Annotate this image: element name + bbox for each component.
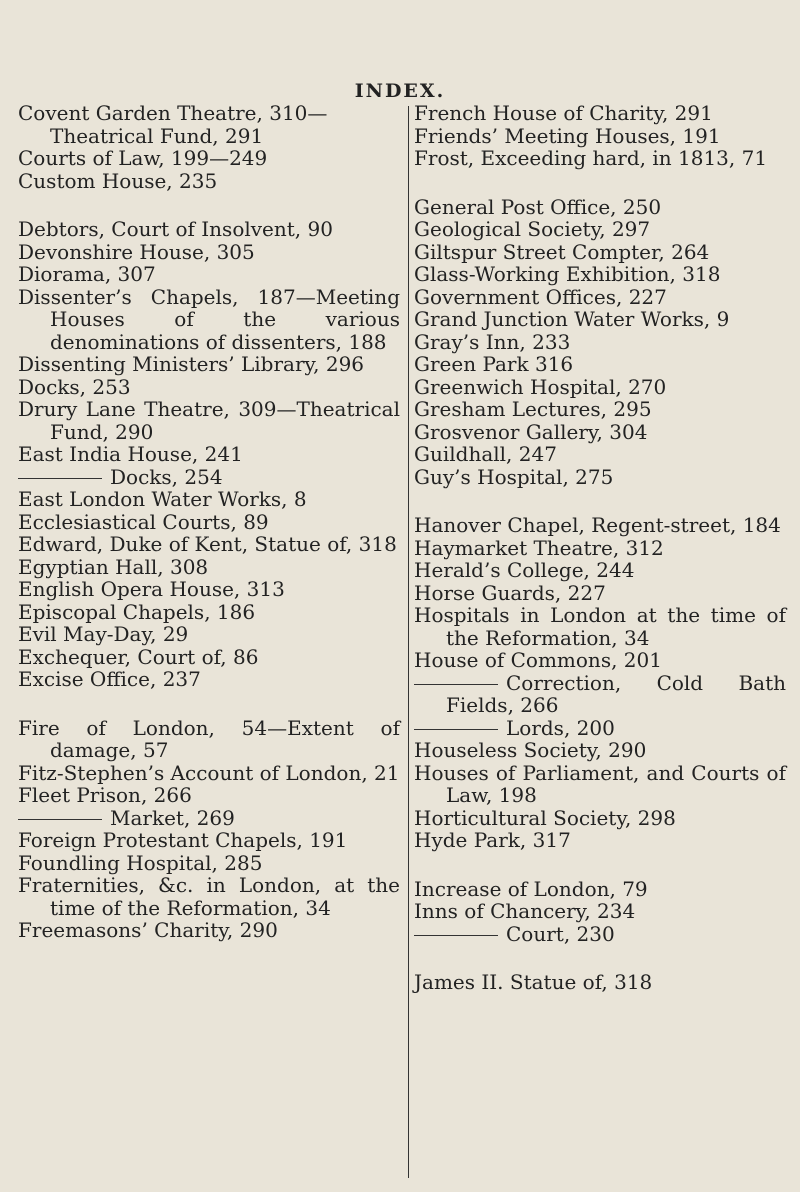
- index-entry-text: Episcopal Chapels, 186: [18, 599, 256, 624]
- index-entry: [18, 668, 400, 691]
- index-entry: [414, 582, 786, 605]
- index-entry-text: Devonshire House, 305: [18, 239, 255, 264]
- index-entry-text: Grosvenor Gallery, 304: [414, 419, 648, 444]
- index-entry: [18, 623, 400, 646]
- index-entry-text: Hanover Chapel, Regent-street, 184: [414, 513, 781, 537]
- index-entry: [414, 308, 786, 331]
- index-entry-text: Freemasons’ Charity, 290: [18, 918, 278, 942]
- index-entry: [414, 125, 786, 148]
- index-entry: [18, 263, 400, 286]
- index-entry-text: Gresham Lectures, 295: [414, 397, 652, 421]
- index-entry-text: Government Offices, 227: [414, 284, 667, 309]
- index-entry: [18, 218, 400, 241]
- index-entry: [414, 286, 786, 309]
- index-entry: [18, 398, 400, 443]
- index-entry-text: Herald’s College, 244: [414, 558, 635, 582]
- index-entry-text: Increase of London, 79: [414, 876, 648, 901]
- index-entry: [18, 578, 400, 601]
- index-entry: [18, 466, 400, 489]
- index-entry-text: Docks, 253: [18, 374, 131, 399]
- index-entry-text: Covent Garden Theatre, 310—: [18, 101, 328, 125]
- index-entry-text: House of Commons, 201: [414, 648, 662, 672]
- index-entry-text: Foreign Protestant Chapels, 191: [18, 828, 348, 852]
- index-entry-text: Excise Office, 237: [18, 667, 201, 691]
- index-entry: [18, 646, 400, 669]
- index-entry-text: Market, 269: [110, 805, 235, 830]
- index-entry: [414, 218, 786, 241]
- index-entry-text: Haymarket Theatre, 312: [414, 535, 664, 560]
- index-entry: [18, 717, 400, 762]
- index-entry: [414, 807, 786, 830]
- index-entry: [18, 852, 400, 875]
- index-entry: [18, 874, 400, 919]
- index-entry: [18, 443, 400, 466]
- index-entry: [414, 196, 786, 219]
- index-entry-text: Green Park 316: [414, 352, 574, 376]
- index-entry-text: East India House, 241: [18, 442, 243, 466]
- index-entry-text: French House of Charity, 291: [414, 101, 713, 125]
- ditto-dash: [414, 935, 498, 936]
- index-entry: [414, 466, 786, 489]
- index-entry: [414, 241, 786, 264]
- index-entry-text: Lords, 200: [506, 715, 615, 740]
- index-entry: [18, 919, 400, 942]
- index-entry: [18, 170, 400, 193]
- index-entry-text: Dissenter’s Chapels, 187—Meeting Houses of the various denominations of dissenters, 188: [18, 284, 400, 354]
- index-entry-text: Drury Lane Theatre, 309—Theatrical Fund, 290: [18, 397, 400, 444]
- index-entry: [414, 398, 786, 421]
- index-entry: [414, 331, 786, 354]
- index-entry: [414, 443, 786, 466]
- index-entry: [18, 376, 400, 399]
- index-group: [18, 102, 400, 192]
- index-entry-text: Foundling Hospital, 285: [18, 850, 263, 875]
- index-entry: [18, 488, 400, 511]
- index-entry: [18, 286, 400, 354]
- index-entry: [414, 537, 786, 560]
- index-entry-text: General Post Office, 250: [414, 194, 662, 219]
- index-entry: [414, 102, 786, 125]
- index-entry-text: Dissenting Ministers’ Library, 296: [18, 352, 365, 376]
- index-entry-text: Courts of Law, 199—249: [18, 146, 268, 170]
- index-entry-text: Exchequer, Court of, 86: [18, 644, 259, 669]
- index-entry-text: James II. Statue of, 318: [414, 970, 653, 994]
- index-entry-text: Gray’s Inn, 233: [414, 329, 571, 354]
- index-entry: [18, 807, 400, 830]
- index-entry-text: Geological Society, 297: [414, 217, 651, 241]
- index-entry: [414, 353, 786, 376]
- index-entry-text: Correction, Cold Bath Fields, 266: [446, 670, 786, 717]
- index-entry: [414, 717, 786, 740]
- index-entry-text: Edward, Duke of Kent, Statue of, 318: [18, 532, 397, 556]
- index-entry-text: Ecclesiastical Courts, 89: [18, 509, 269, 534]
- index-entry-text: Fire of London, 54—Extent of damage, 57: [18, 715, 400, 762]
- index-entry: [18, 102, 400, 125]
- index-entry: [414, 762, 786, 807]
- index-entry: [414, 376, 786, 399]
- page-title: INDEX.: [354, 80, 446, 102]
- index-entry-text: English Opera House, 313: [18, 577, 285, 601]
- index-entry: [18, 125, 400, 148]
- index-entry-text: Docks, 254: [110, 464, 223, 489]
- index-entry-text: Giltspur Street Compter, 264: [414, 239, 710, 264]
- index-entry: [414, 604, 786, 649]
- index-entry-text: Inns of Chancery, 234: [414, 899, 636, 923]
- index-entry-text: Fleet Prison, 266: [18, 783, 192, 807]
- index-entry: [18, 601, 400, 624]
- index-entry: [18, 762, 400, 785]
- index-entry: [414, 739, 786, 762]
- index-entry-text: Debtors, Court of Insolvent, 90: [18, 217, 333, 241]
- ditto-dash: [18, 478, 102, 479]
- index-entry: [18, 556, 400, 579]
- index-entry-text: Glass-Working Exhibition, 318: [414, 262, 721, 286]
- index-entry-text: Guildhall, 247: [414, 442, 557, 466]
- right-column: [414, 102, 786, 1020]
- index-entry: [414, 649, 786, 672]
- index-entry: [414, 878, 786, 901]
- ditto-dash: [18, 819, 102, 820]
- column-divider: [408, 106, 409, 1178]
- index-entry: [18, 784, 400, 807]
- index-entry-text: East London Water Works, 8: [18, 487, 307, 511]
- index-entry: [18, 241, 400, 264]
- index-entry: [18, 147, 400, 170]
- index-group: [414, 878, 786, 946]
- index-entry: [414, 421, 786, 444]
- index-entry: [414, 514, 786, 537]
- index-entry-text: Hospitals in London at the time of the Reformation, 34: [414, 603, 786, 650]
- index-entry-text: Greenwich Hospital, 270: [414, 374, 667, 399]
- index-entry: [414, 923, 786, 946]
- index-entry: [18, 829, 400, 852]
- index-group: [414, 196, 786, 489]
- index-entry: [414, 559, 786, 582]
- index-entry: [414, 971, 786, 994]
- index-entry-text: Guy’s Hospital, 275: [414, 464, 614, 489]
- index-group: [414, 514, 786, 852]
- index-entry-text: Horticultural Society, 298: [414, 805, 676, 830]
- index-entry: [18, 511, 400, 534]
- index-entry-text: Fitz-Stephen’s Account of London, 21: [18, 760, 400, 785]
- index-entry-text: Evil May-Day, 29: [18, 622, 189, 646]
- index-entry-text: Diorama, 307: [18, 262, 156, 286]
- index-group: [18, 717, 400, 942]
- index-entry: [18, 533, 400, 556]
- index-entry: [414, 672, 786, 717]
- index-entry-text: Horse Guards, 227: [414, 580, 606, 605]
- index-group: [414, 102, 786, 170]
- index-entry-text: Theatrical Fund, 291: [50, 123, 264, 148]
- index-entry-text: Frost, Exceeding hard, in 1813, 71: [414, 146, 768, 170]
- ditto-dash: [414, 729, 498, 730]
- index-entry: [414, 829, 786, 852]
- index-group: [18, 218, 400, 691]
- index-entry-text: Egyptian Hall, 308: [18, 554, 209, 579]
- index-entry: [18, 353, 400, 376]
- index-entry-text: Houses of Parliament, and Courts of Law, 198: [414, 760, 786, 807]
- index-entry-text: Hyde Park, 317: [414, 828, 571, 852]
- index-entry-text: Court, 230: [506, 921, 615, 946]
- left-column: [18, 102, 400, 968]
- index-entry-text: Friends’ Meeting Houses, 191: [414, 123, 721, 148]
- index-entry-text: Grand Junction Water Works, 9: [414, 307, 730, 331]
- index-entry-text: Custom House, 235: [18, 168, 218, 193]
- ditto-dash: [414, 684, 498, 685]
- index-entry-text: Houseless Society, 290: [414, 738, 647, 762]
- index-group: [414, 971, 786, 994]
- index-entry: [414, 147, 786, 170]
- index-entry: [414, 263, 786, 286]
- index-entry-text: Fraternities, &c. in London, at the time of the Reformation, 34: [18, 873, 400, 920]
- index-entry: [414, 900, 786, 923]
